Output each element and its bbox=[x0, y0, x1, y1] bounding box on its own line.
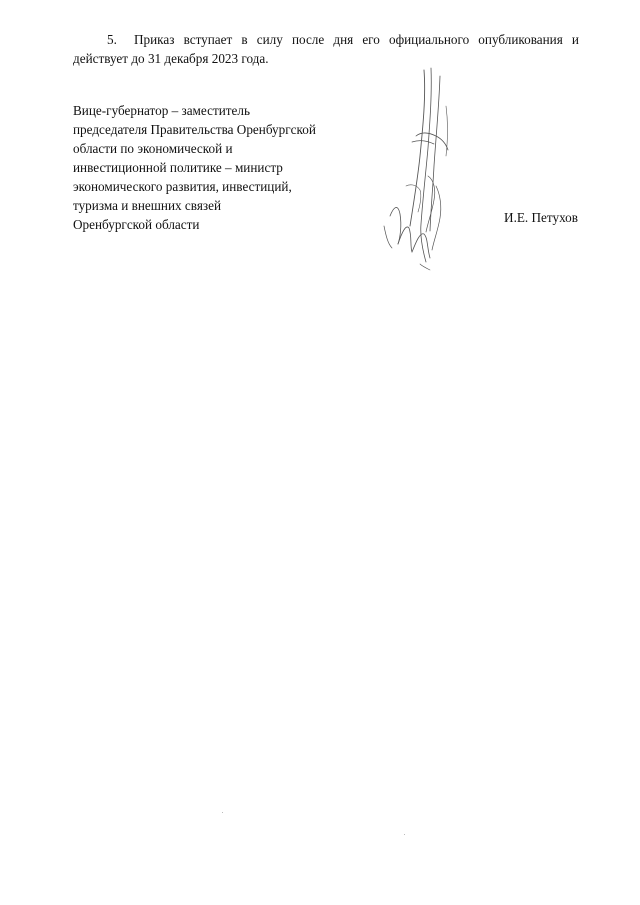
scan-speck bbox=[222, 812, 223, 813]
handwritten-signature-icon bbox=[376, 66, 466, 272]
paragraph-text: Приказ вступает в силу после дня его официального опубликования и действует до 31 декабря 2023 года. bbox=[73, 32, 579, 66]
position-line: инвестиционной политике – министр bbox=[73, 160, 283, 175]
closing-paragraph bbox=[73, 30, 579, 68]
signer-name: И.Е. Петухов bbox=[504, 210, 578, 225]
position-line: Вице-губернатор – заместитель bbox=[73, 103, 250, 118]
position-line: Оренбургской области bbox=[73, 217, 200, 232]
position-line: экономического развития, инвестиций, bbox=[73, 179, 292, 194]
position-line: туризма и внешних связей bbox=[73, 198, 222, 213]
position-line: области по экономической и bbox=[73, 141, 233, 156]
signatory-position bbox=[73, 101, 373, 234]
scan-speck bbox=[404, 834, 405, 835]
position-line: председателя Правительства Оренбургской bbox=[73, 122, 316, 137]
paragraph-number: 5. bbox=[107, 32, 117, 47]
